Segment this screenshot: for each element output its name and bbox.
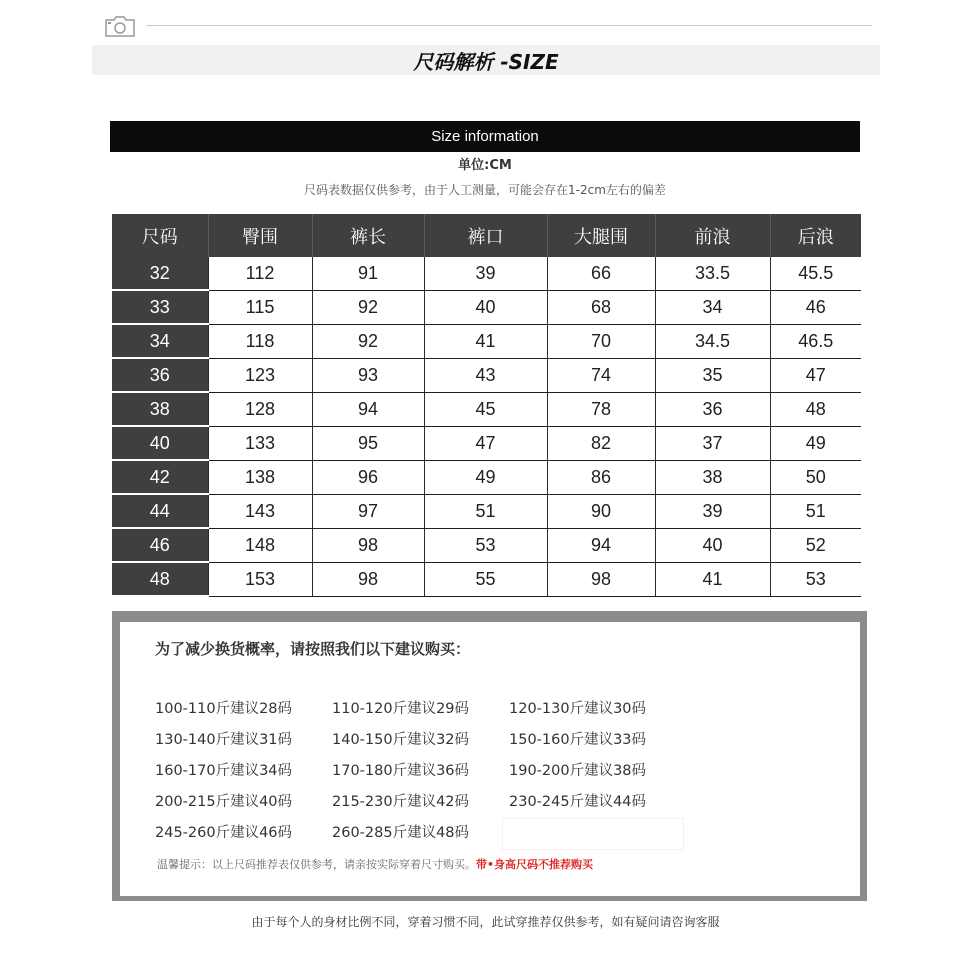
recommendation-item: 230-245斤建议44码 bbox=[509, 794, 647, 810]
table-cell: 53 bbox=[424, 528, 547, 562]
table-cell: 112 bbox=[208, 257, 312, 290]
column-header-hip: 臀围 bbox=[208, 214, 312, 257]
size-information-bar bbox=[110, 121, 860, 152]
table-row bbox=[112, 324, 861, 358]
footer-disclaimer: 由于每个人的身材比例不同，穿着习惯不同，此试穿推荐仅供参考，如有疑问请咨询客服 bbox=[251, 915, 720, 929]
table-cell: 143 bbox=[208, 494, 312, 528]
table-cell: 92 bbox=[312, 290, 424, 324]
column-header-leg-opening: 裤口 bbox=[424, 214, 547, 257]
table-cell: 66 bbox=[547, 257, 655, 290]
table-cell: 51 bbox=[424, 494, 547, 528]
table-cell: 55 bbox=[424, 562, 547, 596]
table-cell: 49 bbox=[424, 460, 547, 494]
page-title-text: 尺码解析 -SIZE bbox=[413, 49, 559, 74]
size-table-body bbox=[112, 257, 861, 596]
column-header-size: 尺码 bbox=[112, 214, 208, 257]
table-cell: 51 bbox=[770, 494, 861, 528]
table-cell: 93 bbox=[312, 358, 424, 392]
measurement-note: 尺码表数据仅供参考，由于人工测量，可能会存在1-2cm左右的偏差 bbox=[304, 183, 666, 197]
table-cell: 40 bbox=[655, 528, 770, 562]
table-cell: 118 bbox=[208, 324, 312, 358]
size-code-cell: 38 bbox=[112, 392, 208, 426]
table-row bbox=[112, 528, 861, 562]
table-cell: 34 bbox=[655, 290, 770, 324]
unit-label: 单位:CM bbox=[458, 158, 512, 173]
table-cell: 53 bbox=[770, 562, 861, 596]
table-cell: 98 bbox=[312, 562, 424, 596]
size-code-cell: 34 bbox=[112, 324, 208, 358]
size-table-header-row bbox=[112, 214, 861, 257]
camera-icon bbox=[104, 14, 136, 38]
table-cell: 90 bbox=[547, 494, 655, 528]
recommendation-item: 110-120斤建议29码 bbox=[332, 701, 470, 717]
table-cell: 82 bbox=[547, 426, 655, 460]
table-cell: 41 bbox=[424, 324, 547, 358]
table-cell: 46.5 bbox=[770, 324, 861, 358]
table-cell: 138 bbox=[208, 460, 312, 494]
size-code-cell: 36 bbox=[112, 358, 208, 392]
column-header-back-rise: 后浪 bbox=[770, 214, 861, 257]
table-cell: 148 bbox=[208, 528, 312, 562]
table-cell: 47 bbox=[770, 358, 861, 392]
table-row bbox=[112, 460, 861, 494]
table-cell: 33.5 bbox=[655, 257, 770, 290]
table-row bbox=[112, 562, 861, 596]
table-row bbox=[112, 290, 861, 324]
recommendation-item: 100-110斤建议28码 bbox=[155, 701, 293, 717]
table-row bbox=[112, 257, 861, 290]
table-cell: 47 bbox=[424, 426, 547, 460]
table-cell: 52 bbox=[770, 528, 861, 562]
recommendation-item: 260-285斤建议48码 bbox=[332, 825, 470, 841]
blank-cell bbox=[502, 818, 684, 850]
column-header-thigh: 大腿围 bbox=[547, 214, 655, 257]
table-row bbox=[112, 358, 861, 392]
recommendation-item: 245-260斤建议46码 bbox=[155, 825, 293, 841]
tip-warning: 带•身高尺码不推荐购买 bbox=[476, 858, 594, 871]
page-title bbox=[92, 45, 880, 75]
table-cell: 98 bbox=[547, 562, 655, 596]
size-table bbox=[112, 214, 861, 597]
table-cell: 48 bbox=[770, 392, 861, 426]
recommendation-item: 140-150斤建议32码 bbox=[332, 732, 470, 748]
top-divider bbox=[146, 25, 872, 26]
size-information-label: Size information bbox=[431, 128, 539, 145]
table-cell: 43 bbox=[424, 358, 547, 392]
table-row bbox=[112, 392, 861, 426]
table-cell: 39 bbox=[655, 494, 770, 528]
table-cell: 50 bbox=[770, 460, 861, 494]
recommendation-item: 170-180斤建议36码 bbox=[332, 763, 470, 779]
table-cell: 115 bbox=[208, 290, 312, 324]
table-cell: 70 bbox=[547, 324, 655, 358]
table-cell: 74 bbox=[547, 358, 655, 392]
table-cell: 97 bbox=[312, 494, 424, 528]
table-cell: 45.5 bbox=[770, 257, 861, 290]
recommendation-heading: 为了减少换货概率，请按照我们以下建议购买： bbox=[155, 640, 471, 658]
column-header-length: 裤长 bbox=[312, 214, 424, 257]
table-cell: 94 bbox=[547, 528, 655, 562]
table-cell: 92 bbox=[312, 324, 424, 358]
column-header-front-rise: 前浪 bbox=[655, 214, 770, 257]
size-code-cell: 32 bbox=[112, 257, 208, 290]
table-cell: 98 bbox=[312, 528, 424, 562]
tip-text: 温馨提示：以上尺码推荐表仅供参考，请亲按实际穿着尺寸购买。 bbox=[157, 858, 476, 871]
table-cell: 36 bbox=[655, 392, 770, 426]
table-cell: 123 bbox=[208, 358, 312, 392]
recommendation-item: 215-230斤建议42码 bbox=[332, 794, 470, 810]
table-cell: 38 bbox=[655, 460, 770, 494]
recommendation-tip bbox=[157, 856, 593, 872]
table-cell: 35 bbox=[655, 358, 770, 392]
table-cell: 95 bbox=[312, 426, 424, 460]
size-code-cell: 33 bbox=[112, 290, 208, 324]
size-code-cell: 46 bbox=[112, 528, 208, 562]
table-cell: 133 bbox=[208, 426, 312, 460]
table-cell: 41 bbox=[655, 562, 770, 596]
recommendation-item: 130-140斤建议31码 bbox=[155, 732, 293, 748]
table-cell: 40 bbox=[424, 290, 547, 324]
table-row bbox=[112, 494, 861, 528]
table-cell: 45 bbox=[424, 392, 547, 426]
recommendation-item: 200-215斤建议40码 bbox=[155, 794, 293, 810]
table-cell: 96 bbox=[312, 460, 424, 494]
table-row bbox=[112, 426, 861, 460]
recommendation-item: 160-170斤建议34码 bbox=[155, 763, 293, 779]
table-cell: 78 bbox=[547, 392, 655, 426]
table-cell: 39 bbox=[424, 257, 547, 290]
size-code-cell: 40 bbox=[112, 426, 208, 460]
table-cell: 46 bbox=[770, 290, 861, 324]
table-cell: 86 bbox=[547, 460, 655, 494]
size-code-cell: 44 bbox=[112, 494, 208, 528]
table-cell: 49 bbox=[770, 426, 861, 460]
recommendation-item: 190-200斤建议38码 bbox=[509, 763, 647, 779]
table-cell: 34.5 bbox=[655, 324, 770, 358]
table-cell: 153 bbox=[208, 562, 312, 596]
recommendation-item: 150-160斤建议33码 bbox=[509, 732, 647, 748]
size-code-cell: 42 bbox=[112, 460, 208, 494]
table-cell: 94 bbox=[312, 392, 424, 426]
table-cell: 68 bbox=[547, 290, 655, 324]
table-cell: 128 bbox=[208, 392, 312, 426]
table-cell: 37 bbox=[655, 426, 770, 460]
table-cell: 91 bbox=[312, 257, 424, 290]
recommendation-item: 120-130斤建议30码 bbox=[509, 701, 647, 717]
size-code-cell: 48 bbox=[112, 562, 208, 596]
